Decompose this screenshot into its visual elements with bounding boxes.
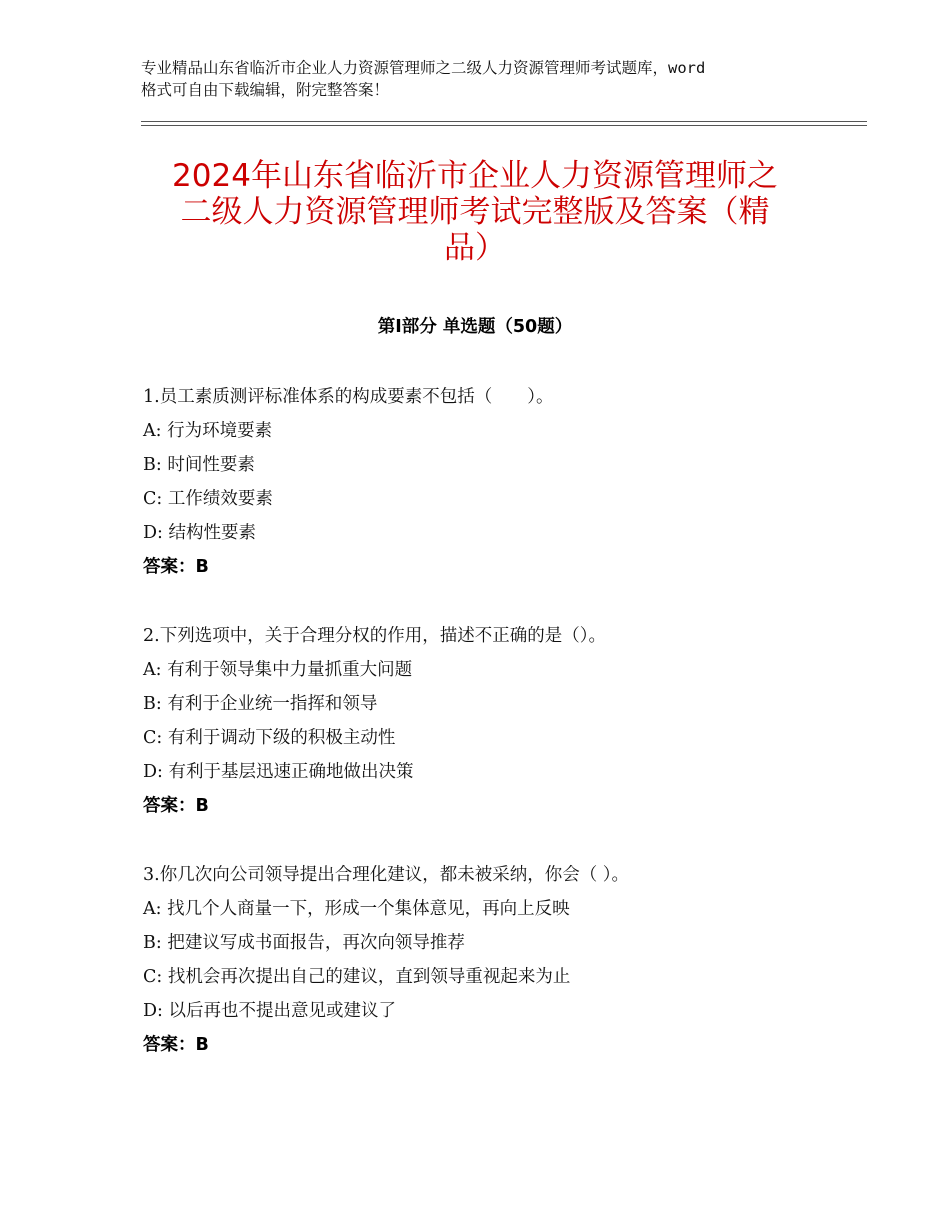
option-c: C: 找机会再次提出自己的建议，直到领导重视起来为止 [143,967,571,987]
option-d: D: 结构性要素 [143,523,256,543]
option-d: D: 以后再也不提出意见或建议了 [143,1001,396,1021]
option-b: B: 把建议写成书面报告，再次向领导推荐 [143,933,465,953]
document-title-line-3: 品） [444,230,506,266]
document-title [141,158,809,266]
option-a: A: 有利于领导集中力量抓重大问题 [143,660,413,680]
document-title-line-2: 二级人力资源管理师考试完整版及答案（精 [180,194,770,230]
option-c: C: 工作绩效要素 [143,489,273,509]
option-b: B: 时间性要素 [143,455,255,475]
section-title: 第Ⅰ部分 单选题（50题） [377,317,573,337]
answer-label: 答案：B [143,796,209,816]
header-note-line-2: 格式可自由下载编辑，附完整答案！ [141,81,390,99]
question-2 [143,619,833,823]
option-b: B: 有利于企业统一指挥和领导 [143,694,378,714]
header-note [141,57,821,101]
header-divider [141,121,867,126]
question-1 [143,380,833,584]
answer-label: 答案：B [143,557,209,577]
question-stem: 1.员工素质测评标准体系的构成要素不包括（ ）。 [143,387,554,407]
question-stem: 3.你几次向公司领导提出合理化建议，都未被采纳，你会（ ）。 [143,865,630,885]
option-c: C: 有利于调动下级的积极主动性 [143,728,396,748]
question-3 [143,858,833,1062]
option-a: A: 找几个人商量一下，形成一个集体意见，再向上反映 [143,899,570,919]
question-stem: 2.下列选项中，关于合理分权的作用，描述不正确的是（）。 [143,626,606,646]
option-a: A: 行为环境要素 [143,421,273,441]
option-d: D: 有利于基层迅速正确地做出决策 [143,762,414,782]
document-title-line-1: 2024年山东省临沂市企业人力资源管理师之 [172,158,778,194]
header-note-line-1: 专业精品山东省临沂市企业人力资源管理师之二级人力资源管理师考试题库，word [141,59,706,77]
answer-label: 答案：B [143,1035,209,1055]
